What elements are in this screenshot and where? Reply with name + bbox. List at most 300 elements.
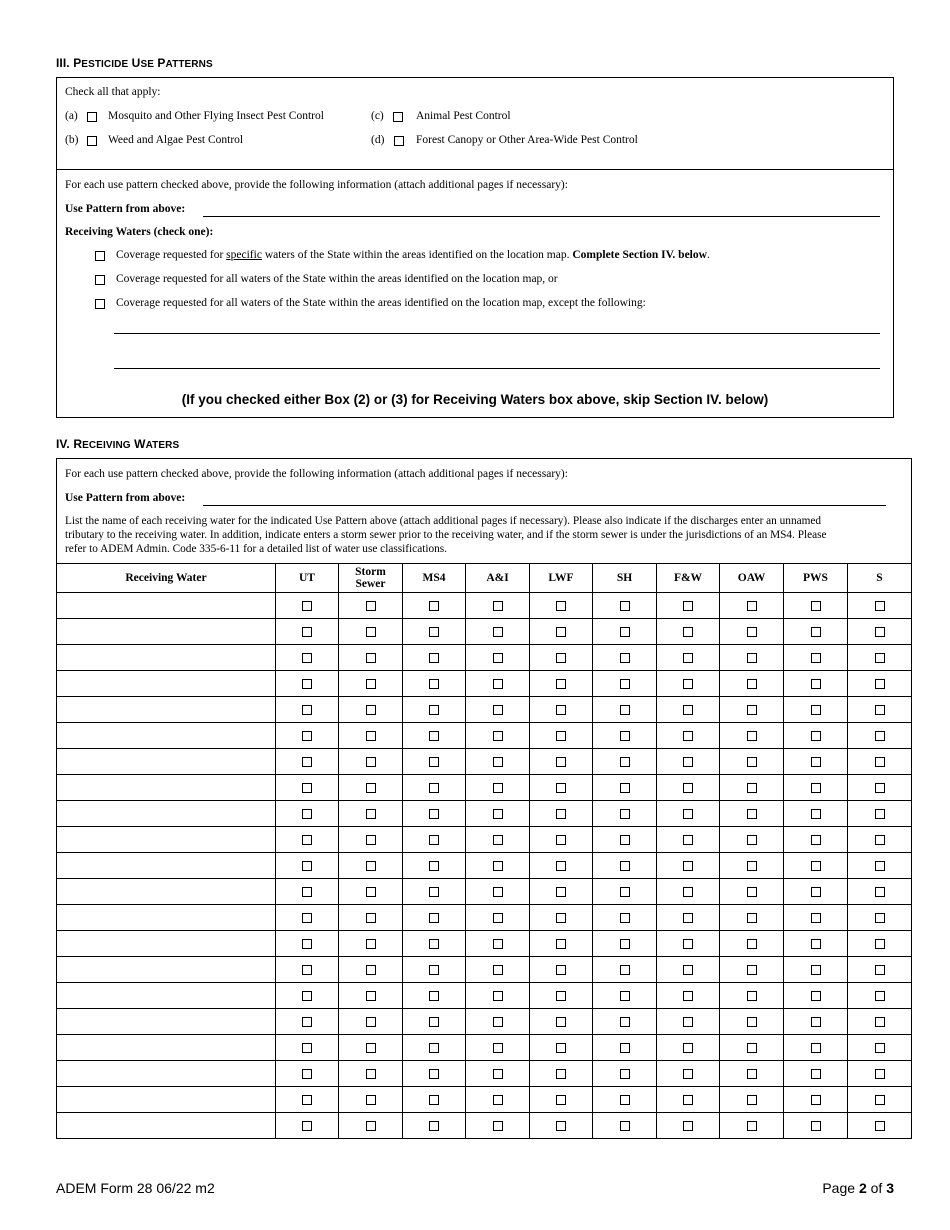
classification-checkbox[interactable] (875, 731, 885, 741)
classification-checkbox[interactable] (302, 705, 312, 715)
table-cell (403, 1087, 466, 1113)
classification-checkbox[interactable] (366, 653, 376, 663)
table-cell (276, 645, 339, 671)
classification-checkbox[interactable] (429, 601, 439, 611)
receiving-water-name-field[interactable] (57, 1035, 276, 1061)
classification-checkbox[interactable] (620, 809, 630, 819)
classification-checkbox[interactable] (620, 965, 630, 975)
table-cell (403, 697, 466, 723)
classification-checkbox[interactable] (747, 1069, 757, 1079)
table-row (57, 931, 912, 957)
classification-checkbox[interactable] (556, 1095, 566, 1105)
classification-checkbox[interactable] (366, 861, 376, 871)
table-cell (720, 1009, 784, 1035)
classification-checkbox[interactable] (811, 965, 821, 975)
classification-checkbox[interactable] (875, 861, 885, 871)
classification-checkbox[interactable] (811, 783, 821, 793)
receiving-water-name-field[interactable] (57, 619, 276, 645)
classification-checkbox[interactable] (493, 861, 503, 871)
classification-checkbox[interactable] (811, 627, 821, 637)
classification-checkbox[interactable] (683, 1043, 693, 1053)
classification-checkbox[interactable] (683, 939, 693, 949)
table-cell (593, 697, 657, 723)
classification-checkbox[interactable] (556, 809, 566, 819)
classification-checkbox[interactable] (811, 1095, 821, 1105)
table-row (57, 827, 912, 853)
classification-checkbox[interactable] (875, 705, 885, 715)
classification-checkbox[interactable] (620, 1043, 630, 1053)
except-field-1[interactable] (114, 333, 880, 334)
option-d-label: Forest Canopy or Other Area-Wide Pest Control (416, 134, 638, 146)
classification-checkbox[interactable] (493, 705, 503, 715)
classification-checkbox[interactable] (620, 1017, 630, 1027)
classification-checkbox[interactable] (747, 887, 757, 897)
table-cell (848, 1009, 912, 1035)
classification-checkbox[interactable] (493, 757, 503, 767)
section-4-heading: IV. RECEIVING WATERS (56, 437, 180, 451)
classification-checkbox[interactable] (811, 1121, 821, 1131)
classification-checkbox[interactable] (875, 991, 885, 1001)
classification-checkbox[interactable] (747, 601, 757, 611)
classification-checkbox[interactable] (429, 731, 439, 741)
classification-checkbox[interactable] (556, 1069, 566, 1079)
table-cell (657, 1009, 720, 1035)
classification-checkbox[interactable] (811, 653, 821, 663)
classification-checkbox[interactable] (811, 809, 821, 819)
classification-checkbox[interactable] (429, 757, 439, 767)
table-cell (339, 645, 403, 671)
receiving-water-name-field[interactable] (57, 775, 276, 801)
table-cell (339, 983, 403, 1009)
classification-checkbox[interactable] (366, 1043, 376, 1053)
classification-checkbox[interactable] (747, 861, 757, 871)
classification-checkbox[interactable] (683, 835, 693, 845)
classification-checkbox[interactable] (683, 757, 693, 767)
classification-checkbox[interactable] (875, 913, 885, 923)
classification-checkbox[interactable] (556, 653, 566, 663)
classification-checkbox[interactable] (366, 809, 376, 819)
classification-checkbox[interactable] (366, 783, 376, 793)
classification-checkbox[interactable] (620, 627, 630, 637)
classification-checkbox[interactable] (302, 1043, 312, 1053)
receiving-water-name-field[interactable] (57, 723, 276, 749)
classification-checkbox[interactable] (620, 991, 630, 1001)
classification-checkbox[interactable] (366, 939, 376, 949)
section-3-instructions: For each use pattern checked above, provide the following information (attach additional pages if necessary): (65, 179, 568, 191)
classification-checkbox[interactable] (811, 991, 821, 1001)
classification-checkbox[interactable] (429, 809, 439, 819)
col-ms4: MS4 (403, 564, 466, 593)
classification-checkbox[interactable] (493, 783, 503, 793)
classification-checkbox[interactable] (302, 991, 312, 1001)
classification-checkbox[interactable] (493, 679, 503, 689)
classification-checkbox[interactable] (875, 679, 885, 689)
classification-checkbox[interactable] (747, 705, 757, 715)
classification-checkbox[interactable] (556, 861, 566, 871)
table-cell (593, 957, 657, 983)
classification-checkbox[interactable] (302, 809, 312, 819)
receiving-water-name-field[interactable] (57, 645, 276, 671)
classification-checkbox[interactable] (683, 809, 693, 819)
table-cell (657, 775, 720, 801)
classification-checkbox[interactable] (429, 1069, 439, 1079)
except-field-2[interactable] (114, 368, 880, 369)
use-pattern-field-3[interactable] (203, 216, 880, 217)
classification-checkbox[interactable] (811, 1043, 821, 1053)
receiving-water-name-field[interactable] (57, 957, 276, 983)
table-cell (848, 827, 912, 853)
classification-checkbox[interactable] (875, 887, 885, 897)
receiving-water-name-field[interactable] (57, 827, 276, 853)
classification-checkbox[interactable] (620, 679, 630, 689)
classification-checkbox[interactable] (811, 601, 821, 611)
classification-checkbox[interactable] (811, 835, 821, 845)
classification-checkbox[interactable] (366, 757, 376, 767)
classification-checkbox[interactable] (429, 913, 439, 923)
classification-checkbox[interactable] (493, 1121, 503, 1131)
receiving-water-name-field[interactable] (57, 1009, 276, 1035)
classification-checkbox[interactable] (366, 731, 376, 741)
option-a-checkbox[interactable] (87, 112, 97, 122)
classification-checkbox[interactable] (683, 679, 693, 689)
table-row (57, 645, 912, 671)
classification-checkbox[interactable] (556, 627, 566, 637)
classification-checkbox[interactable] (556, 705, 566, 715)
classification-checkbox[interactable] (683, 731, 693, 741)
classification-checkbox[interactable] (366, 835, 376, 845)
classification-checkbox[interactable] (302, 601, 312, 611)
receiving-water-name-field[interactable] (57, 1087, 276, 1113)
classification-checkbox[interactable] (875, 653, 885, 663)
classification-checkbox[interactable] (875, 939, 885, 949)
classification-checkbox[interactable] (747, 731, 757, 741)
table-cell (657, 1061, 720, 1087)
classification-checkbox[interactable] (302, 939, 312, 949)
classification-checkbox[interactable] (302, 783, 312, 793)
classification-checkbox[interactable] (747, 939, 757, 949)
classification-checkbox[interactable] (366, 705, 376, 715)
option-d-checkbox[interactable] (394, 136, 404, 146)
classification-checkbox[interactable] (620, 913, 630, 923)
classification-checkbox[interactable] (811, 913, 821, 923)
classification-checkbox[interactable] (556, 1043, 566, 1053)
classification-checkbox[interactable] (875, 627, 885, 637)
classification-checkbox[interactable] (366, 679, 376, 689)
classification-checkbox[interactable] (556, 965, 566, 975)
table-cell (784, 957, 848, 983)
classification-checkbox[interactable] (620, 1121, 630, 1131)
table-row (57, 1061, 912, 1087)
classification-checkbox[interactable] (620, 783, 630, 793)
col-s: S (848, 564, 912, 593)
classification-checkbox[interactable] (875, 1095, 885, 1105)
coverage-specific-checkbox[interactable] (95, 251, 105, 261)
table-cell (530, 957, 593, 983)
table-cell (848, 801, 912, 827)
classification-checkbox[interactable] (620, 887, 630, 897)
classification-checkbox[interactable] (683, 1069, 693, 1079)
table-cell (784, 983, 848, 1009)
classification-checkbox[interactable] (747, 965, 757, 975)
classification-checkbox[interactable] (811, 757, 821, 767)
classification-checkbox[interactable] (683, 653, 693, 663)
classification-checkbox[interactable] (683, 783, 693, 793)
classification-checkbox[interactable] (747, 809, 757, 819)
table-cell (593, 1035, 657, 1061)
classification-checkbox[interactable] (556, 913, 566, 923)
classification-checkbox[interactable] (556, 757, 566, 767)
option-c-checkbox[interactable] (393, 112, 403, 122)
classification-checkbox[interactable] (556, 939, 566, 949)
classification-checkbox[interactable] (683, 887, 693, 897)
classification-checkbox[interactable] (747, 913, 757, 923)
classification-checkbox[interactable] (875, 1043, 885, 1053)
table-cell (276, 905, 339, 931)
classification-checkbox[interactable] (302, 1069, 312, 1079)
table-cell (276, 1087, 339, 1113)
classification-checkbox[interactable] (556, 731, 566, 741)
classification-checkbox[interactable] (683, 965, 693, 975)
classification-checkbox[interactable] (302, 1095, 312, 1105)
table-row (57, 697, 912, 723)
classification-checkbox[interactable] (811, 1017, 821, 1027)
table-cell (720, 723, 784, 749)
classification-checkbox[interactable] (302, 757, 312, 767)
table-row (57, 957, 912, 983)
classification-checkbox[interactable] (366, 965, 376, 975)
classification-checkbox[interactable] (683, 601, 693, 611)
receiving-water-name-field[interactable] (57, 853, 276, 879)
classification-checkbox[interactable] (683, 991, 693, 1001)
classification-checkbox[interactable] (366, 627, 376, 637)
receiving-water-name-field[interactable] (57, 1061, 276, 1087)
classification-checkbox[interactable] (493, 887, 503, 897)
classification-checkbox[interactable] (302, 1121, 312, 1131)
receiving-water-name-field[interactable] (57, 1113, 276, 1139)
classification-checkbox[interactable] (429, 965, 439, 975)
classification-checkbox[interactable] (747, 835, 757, 845)
classification-checkbox[interactable] (493, 939, 503, 949)
col-oaw: OAW (720, 564, 784, 593)
classification-checkbox[interactable] (747, 1043, 757, 1053)
classification-checkbox[interactable] (811, 939, 821, 949)
table-cell (530, 1061, 593, 1087)
classification-checkbox[interactable] (620, 939, 630, 949)
classification-checkbox[interactable] (366, 601, 376, 611)
classification-checkbox[interactable] (429, 705, 439, 715)
classification-checkbox[interactable] (429, 835, 439, 845)
classification-checkbox[interactable] (556, 1121, 566, 1131)
classification-checkbox[interactable] (747, 757, 757, 767)
classification-checkbox[interactable] (493, 1017, 503, 1027)
classification-checkbox[interactable] (429, 679, 439, 689)
table-row (57, 619, 912, 645)
classification-checkbox[interactable] (493, 991, 503, 1001)
classification-checkbox[interactable] (620, 731, 630, 741)
coverage-except-checkbox[interactable] (95, 299, 105, 309)
classification-checkbox[interactable] (302, 653, 312, 663)
classification-checkbox[interactable] (429, 783, 439, 793)
table-cell (657, 879, 720, 905)
classification-checkbox[interactable] (683, 1121, 693, 1131)
classification-checkbox[interactable] (747, 1095, 757, 1105)
classification-checkbox[interactable] (811, 731, 821, 741)
option-b-checkbox[interactable] (87, 136, 97, 146)
receiving-water-name-field[interactable] (57, 593, 276, 619)
section-3-divider (56, 169, 894, 170)
receiving-water-name-field[interactable] (57, 931, 276, 957)
table-cell (720, 1113, 784, 1139)
table-cell (720, 775, 784, 801)
table-cell (657, 645, 720, 671)
classification-checkbox[interactable] (620, 757, 630, 767)
table-cell (339, 853, 403, 879)
classification-checkbox[interactable] (620, 861, 630, 871)
classification-checkbox[interactable] (429, 1095, 439, 1105)
classification-checkbox[interactable] (302, 731, 312, 741)
receiving-water-name-field[interactable] (57, 749, 276, 775)
classification-checkbox[interactable] (875, 1069, 885, 1079)
classification-checkbox[interactable] (493, 965, 503, 975)
table-cell (276, 801, 339, 827)
classification-checkbox[interactable] (493, 1043, 503, 1053)
receiving-water-name-field[interactable] (57, 697, 276, 723)
classification-checkbox[interactable] (683, 1095, 693, 1105)
classification-checkbox[interactable] (875, 1017, 885, 1027)
classification-checkbox[interactable] (556, 887, 566, 897)
receiving-water-name-field[interactable] (57, 905, 276, 931)
classification-checkbox[interactable] (556, 679, 566, 689)
classification-checkbox[interactable] (683, 705, 693, 715)
classification-checkbox[interactable] (811, 705, 821, 715)
classification-checkbox[interactable] (683, 913, 693, 923)
classification-checkbox[interactable] (811, 861, 821, 871)
classification-checkbox[interactable] (556, 1017, 566, 1027)
table-cell (593, 827, 657, 853)
classification-checkbox[interactable] (875, 757, 885, 767)
table-cell (339, 1035, 403, 1061)
classification-checkbox[interactable] (556, 601, 566, 611)
classification-checkbox[interactable] (811, 679, 821, 689)
classification-checkbox[interactable] (747, 679, 757, 689)
classification-checkbox[interactable] (302, 627, 312, 637)
classification-checkbox[interactable] (620, 1095, 630, 1105)
classification-checkbox[interactable] (429, 627, 439, 637)
table-cell (339, 931, 403, 957)
classification-checkbox[interactable] (366, 1069, 376, 1079)
classification-checkbox[interactable] (620, 835, 630, 845)
classification-checkbox[interactable] (683, 861, 693, 871)
classification-checkbox[interactable] (493, 809, 503, 819)
classification-checkbox[interactable] (556, 991, 566, 1001)
classification-checkbox[interactable] (366, 1095, 376, 1105)
receiving-water-name-field[interactable] (57, 671, 276, 697)
classification-checkbox[interactable] (556, 783, 566, 793)
table-cell (720, 749, 784, 775)
classification-checkbox[interactable] (556, 835, 566, 845)
classification-checkbox[interactable] (493, 913, 503, 923)
classification-checkbox[interactable] (429, 1121, 439, 1131)
classification-checkbox[interactable] (302, 861, 312, 871)
table-cell (403, 1009, 466, 1035)
classification-checkbox[interactable] (747, 627, 757, 637)
table-cell (784, 671, 848, 697)
table-cell (339, 619, 403, 645)
table-cell (848, 879, 912, 905)
classification-checkbox[interactable] (875, 1121, 885, 1131)
classification-checkbox[interactable] (493, 731, 503, 741)
table-row (57, 1113, 912, 1139)
classification-checkbox[interactable] (747, 1017, 757, 1027)
receiving-water-name-field[interactable] (57, 801, 276, 827)
classification-checkbox[interactable] (747, 653, 757, 663)
classification-checkbox[interactable] (620, 601, 630, 611)
classification-checkbox[interactable] (811, 1069, 821, 1079)
receiving-water-name-field[interactable] (57, 983, 276, 1009)
use-pattern-field-4[interactable] (203, 505, 886, 506)
classification-checkbox[interactable] (683, 627, 693, 637)
classification-checkbox[interactable] (875, 965, 885, 975)
classification-checkbox[interactable] (493, 601, 503, 611)
classification-checkbox[interactable] (747, 991, 757, 1001)
coverage-all-checkbox[interactable] (95, 275, 105, 285)
receiving-water-name-field[interactable] (57, 879, 276, 905)
table-cell (784, 723, 848, 749)
classification-checkbox[interactable] (747, 783, 757, 793)
classification-checkbox[interactable] (302, 835, 312, 845)
table-cell (339, 1087, 403, 1113)
classification-checkbox[interactable] (683, 1017, 693, 1027)
classification-checkbox[interactable] (366, 887, 376, 897)
classification-checkbox[interactable] (302, 913, 312, 923)
classification-checkbox[interactable] (429, 653, 439, 663)
classification-checkbox[interactable] (429, 939, 439, 949)
table-cell (848, 1035, 912, 1061)
classification-checkbox[interactable] (302, 965, 312, 975)
classification-checkbox[interactable] (493, 627, 503, 637)
classification-checkbox[interactable] (875, 783, 885, 793)
classification-checkbox[interactable] (493, 653, 503, 663)
classification-checkbox[interactable] (366, 991, 376, 1001)
table-cell (657, 1087, 720, 1113)
classification-checkbox[interactable] (875, 809, 885, 819)
classification-checkbox[interactable] (302, 679, 312, 689)
classification-checkbox[interactable] (875, 835, 885, 845)
classification-checkbox[interactable] (429, 991, 439, 1001)
classification-checkbox[interactable] (366, 1017, 376, 1027)
table-cell (848, 853, 912, 879)
classification-checkbox[interactable] (366, 1121, 376, 1131)
option-c-label: Animal Pest Control (416, 110, 511, 122)
classification-checkbox[interactable] (620, 705, 630, 715)
classification-checkbox[interactable] (429, 1017, 439, 1027)
classification-checkbox[interactable] (493, 1095, 503, 1105)
classification-checkbox[interactable] (302, 1017, 312, 1027)
classification-checkbox[interactable] (366, 913, 376, 923)
classification-checkbox[interactable] (429, 1043, 439, 1053)
classification-checkbox[interactable] (620, 1069, 630, 1079)
classification-checkbox[interactable] (493, 1069, 503, 1079)
table-cell (657, 853, 720, 879)
classification-checkbox[interactable] (302, 887, 312, 897)
classification-checkbox[interactable] (811, 887, 821, 897)
classification-checkbox[interactable] (429, 887, 439, 897)
classification-checkbox[interactable] (620, 653, 630, 663)
classification-checkbox[interactable] (875, 601, 885, 611)
classification-checkbox[interactable] (429, 861, 439, 871)
classification-checkbox[interactable] (747, 1121, 757, 1131)
classification-checkbox[interactable] (493, 835, 503, 845)
